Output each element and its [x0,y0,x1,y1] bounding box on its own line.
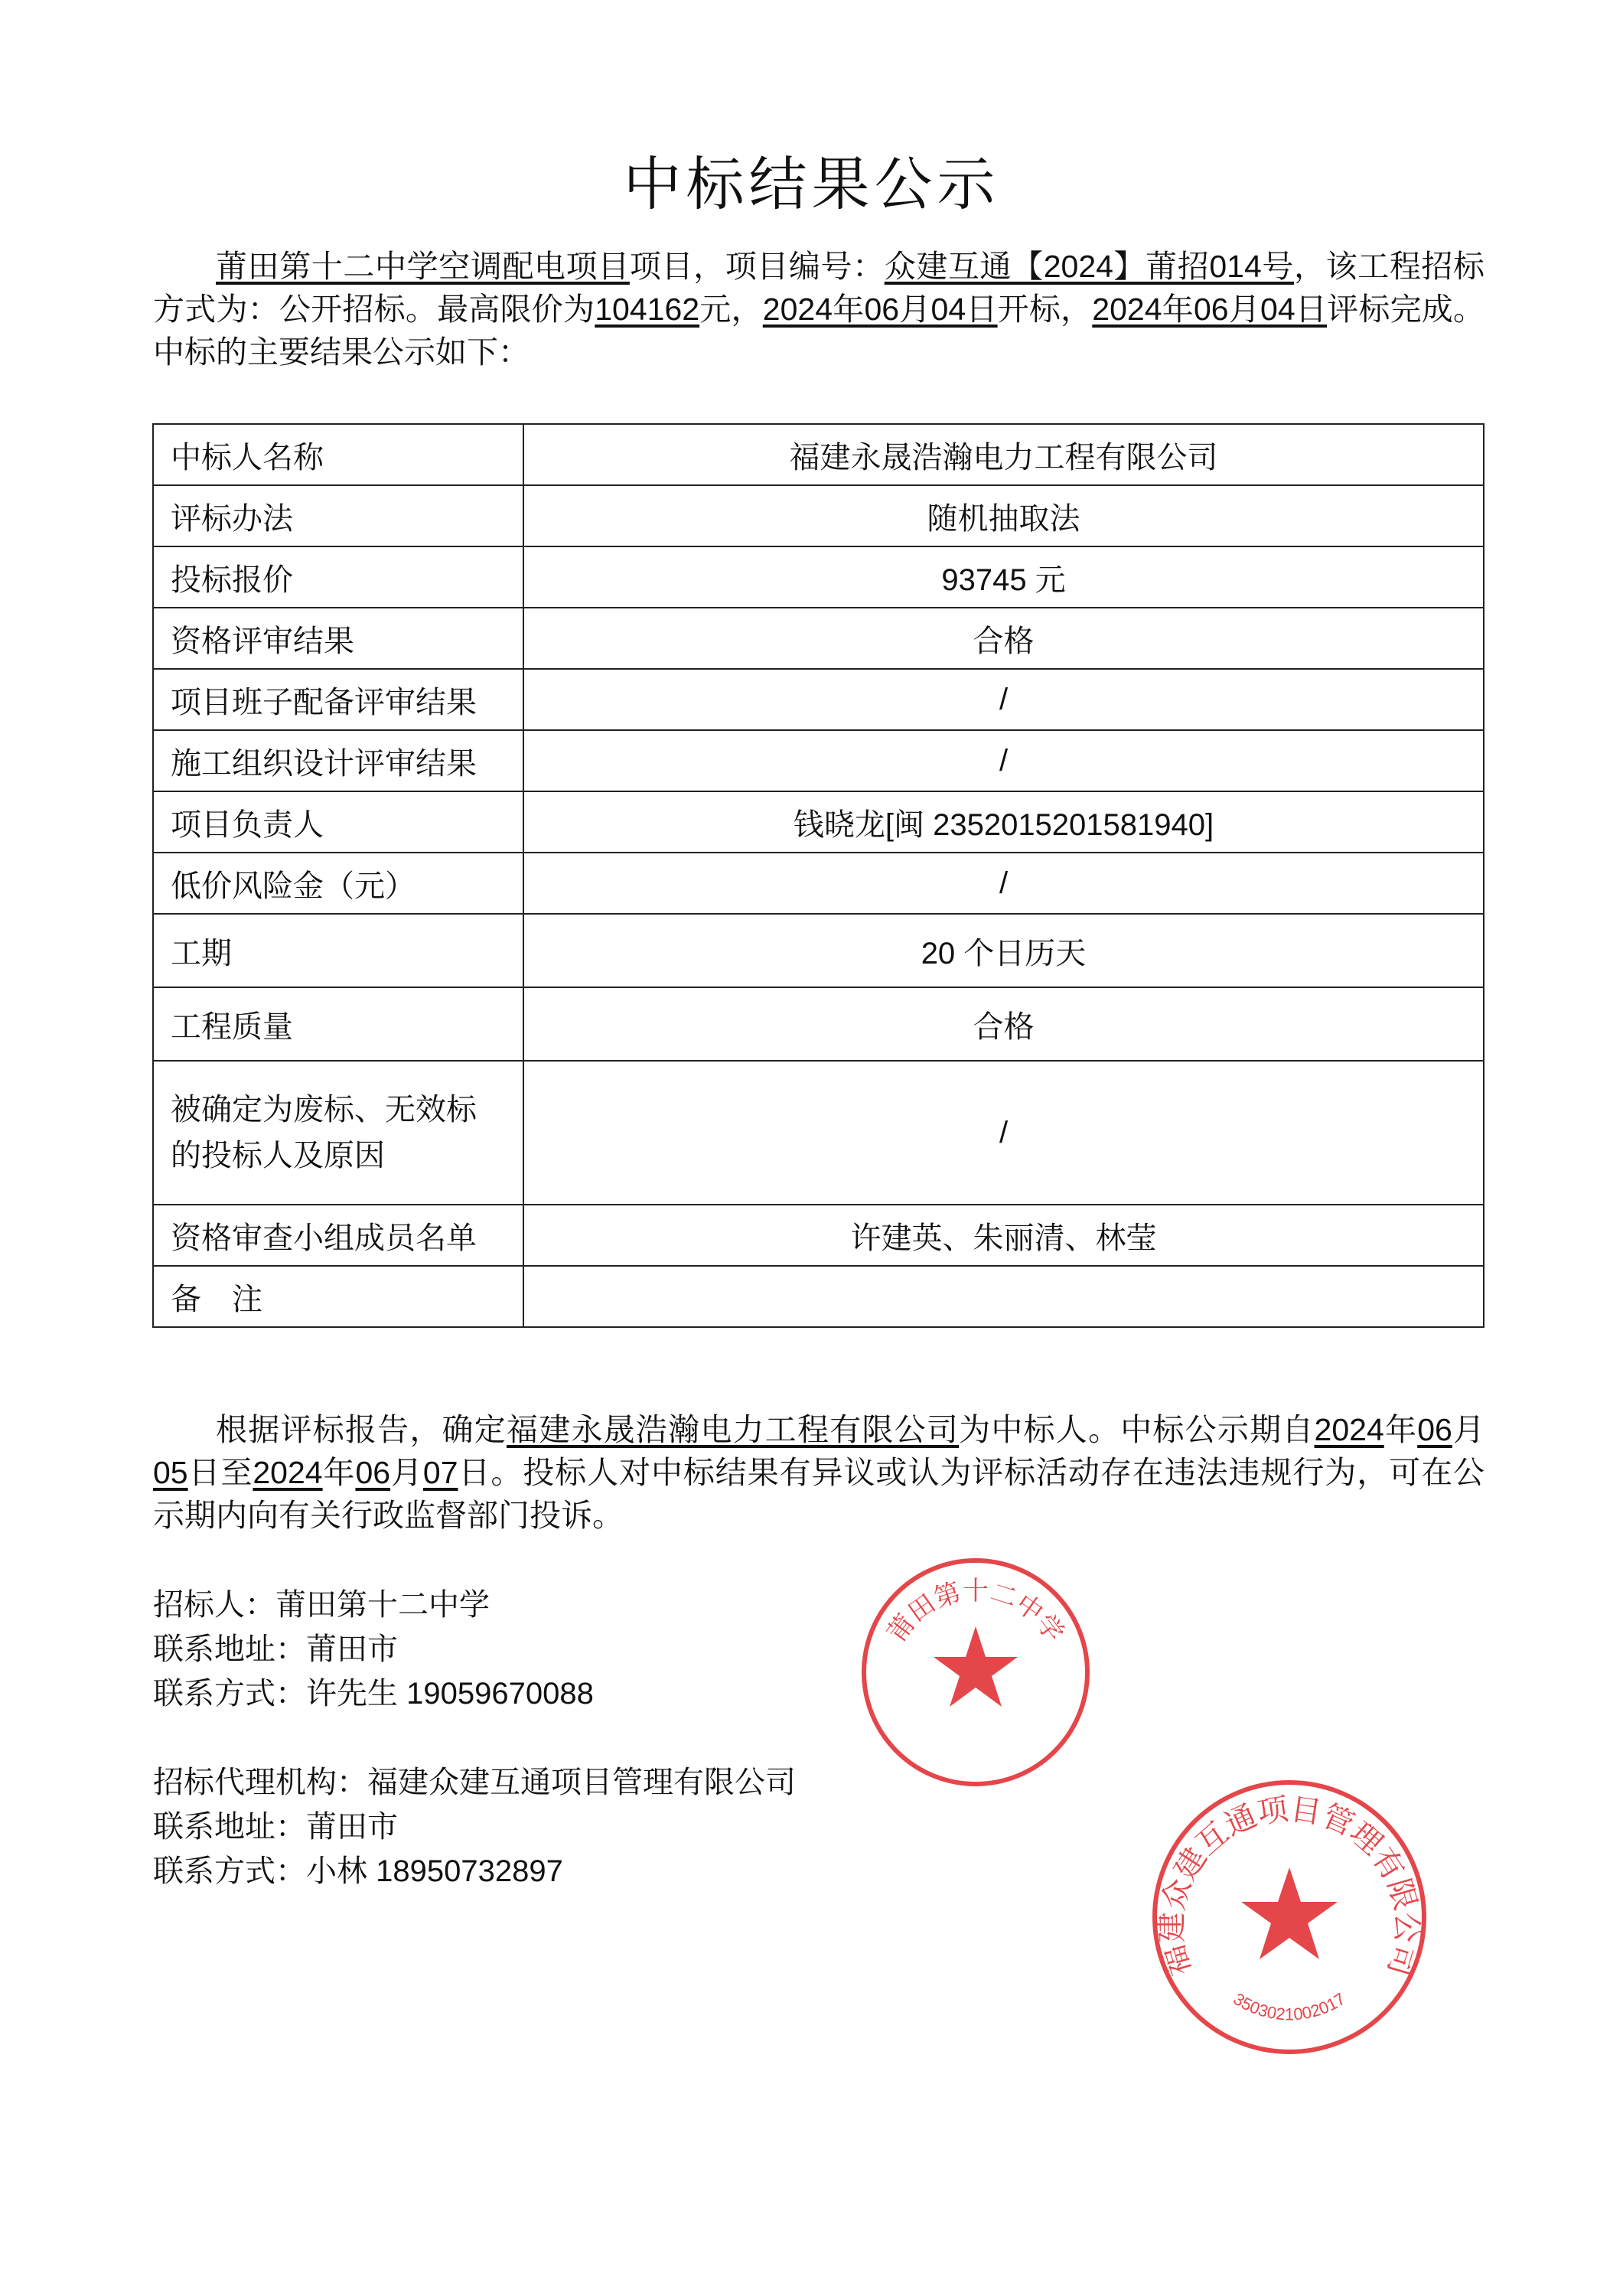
intro-paragraph [153,245,1484,373]
table-row [153,608,1484,669]
table-row [153,987,1484,1061]
field-value: 合格 [523,608,1484,669]
conclusion-text: 月 [1452,1412,1485,1447]
conclusion-paragraph [153,1408,1484,1537]
field-label: 被确定为废标、无效标的投标人及原因 [153,1061,523,1205]
table-row [153,546,1484,608]
end-day: 07 [422,1455,458,1490]
field-label: 评标办法 [153,485,523,546]
field-label: 资格评审结果 [153,608,523,669]
field-value: 钱晓龙[闽 2352015201581940] [523,791,1484,853]
conclusion-text: 为中标人。中标公示期自 [959,1412,1315,1447]
svg-text:3503021002017 [1230,1989,1348,2024]
address-label: 联系地址： [153,1632,306,1666]
start-year: 2024 [1314,1412,1384,1447]
field-value: 20 个日历天 [523,914,1484,987]
field-value: 许建英、朱丽清、林莹 [523,1205,1484,1266]
conclusion-text: 年 [1383,1412,1418,1447]
table-row [153,1205,1484,1266]
field-label: 项目负责人 [153,791,523,853]
agency-address: 莆田市 [306,1810,398,1844]
agency-name: 福建众建互通项目管理有限公司 [367,1766,796,1799]
star-icon [934,1626,1018,1707]
max-price: 104162 [595,292,700,327]
field-label: 中标人名称 [153,424,523,485]
tenderer-name: 莆田第十二中学 [275,1588,490,1622]
intro-text: 项目，项目编号： [629,249,885,284]
end-year: 2024 [253,1455,323,1490]
table-row [153,669,1484,730]
field-value: 随机抽取法 [523,485,1484,546]
field-label: 资格审查小组成员名单 [153,1205,523,1266]
table-row [153,424,1484,485]
intro-text: 元， [699,292,763,327]
tenderer-block [153,1583,594,1716]
seal-number: 3503021002017 [1230,1988,1349,2024]
table-row [153,914,1484,987]
field-label: 工程质量 [153,987,523,1061]
field-value: / [523,1061,1484,1205]
table-row [153,1266,1484,1327]
field-label: 工期 [153,914,523,987]
field-value: 93745 元 [523,546,1484,608]
tenderer-address: 莆田市 [306,1632,398,1666]
eval-date: 2024年06月04日 [1092,292,1328,327]
field-label: 备 注 [153,1266,523,1327]
conclusion-text: 日。投标人对中标结果有异议或认为评标活动存在违法违规行为，可在公示期内向有关行政监督部门投诉。 [153,1455,1484,1533]
intro-text: 开标， [997,292,1093,327]
tenderer-seal [857,1554,1094,1791]
table-row [153,1061,1484,1205]
contact-label: 联系方式： [153,1677,306,1711]
conclusion-text: 日至 [187,1455,253,1490]
star-icon [1241,1867,1338,1959]
table-row [153,791,1484,853]
conclusion-text: 年 [322,1455,356,1490]
field-value: 合格 [523,987,1484,1061]
table-row [153,853,1484,914]
open-date: 2024年06月04日 [762,292,998,327]
field-value: / [523,730,1484,791]
conclusion-text: 根据评标报告，确定 [216,1412,507,1447]
project-code: 众建互通【2024】莆招014号 [884,249,1294,284]
tenderer-label: 招标人： [153,1588,275,1622]
result-table [152,423,1484,1328]
field-value: / [523,669,1484,730]
agency-label: 招标代理机构： [153,1766,367,1799]
field-label: 投标报价 [153,546,523,608]
address-label: 联系地址： [153,1810,306,1844]
field-label: 低价风险金（元） [153,853,523,914]
table-row [153,730,1484,791]
agency-block [153,1760,796,1893]
project-name: 莆田第十二中学空调配电项目 [216,249,630,284]
seal-text: 莆田第十二中学 [882,1576,1070,1648]
start-month: 06 [1417,1412,1452,1447]
table-row [153,485,1484,546]
field-label: 施工组织设计评审结果 [153,730,523,791]
field-value [523,1266,1484,1327]
field-label: 项目班子配备评审结果 [153,669,523,730]
conclusion-text: 月 [390,1455,423,1490]
field-value: 福建永晟浩瀚电力工程有限公司 [523,424,1484,485]
start-day: 05 [153,1455,188,1490]
intro-text: 评标完成。中标的主要结果公示如下： [153,292,1485,370]
agency-seal [1148,1776,1431,2059]
page-title: 中标结果公示 [623,152,1000,217]
intro-text: ，该工程招标方式为：公开招标。最高限价为 [153,249,1485,327]
contact-label: 联系方式： [153,1854,306,1888]
tenderer-contact: 许先生 19059670088 [306,1677,594,1711]
agency-contact: 小林 18950732897 [306,1854,563,1888]
seal-text: 福建众建互通项目管理有限公司 [1155,1792,1424,1980]
winner-name: 福建永晟浩瀚电力工程有限公司 [507,1412,960,1447]
field-value: / [523,853,1484,914]
end-month: 06 [355,1455,391,1490]
